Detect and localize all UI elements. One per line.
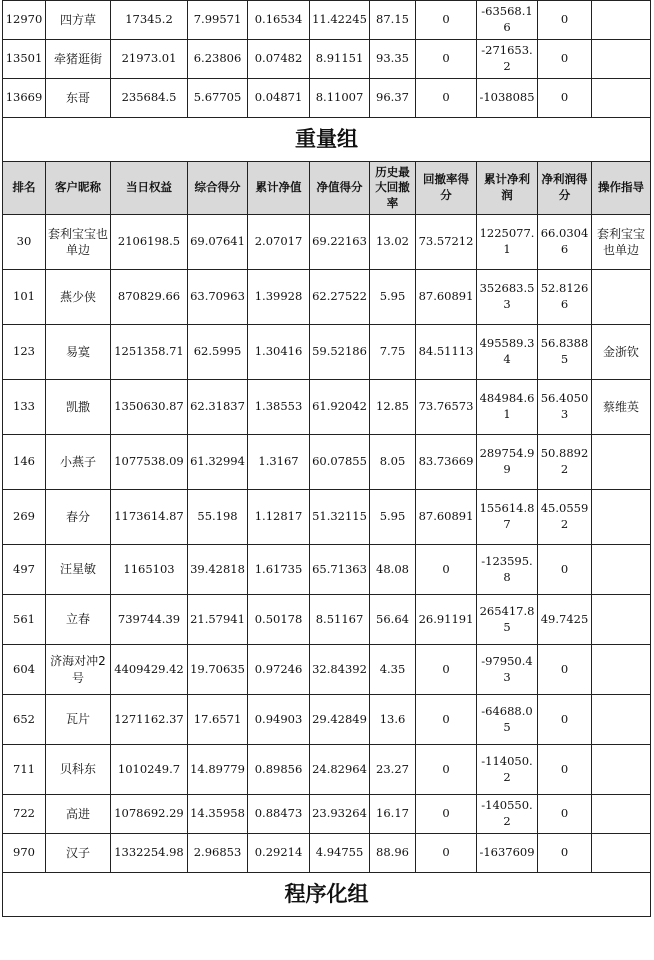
cell-max-drawdown: 48.08 bbox=[370, 545, 416, 595]
cell-cumulative-nav: 累计净值 bbox=[248, 162, 310, 215]
cell-profit-score: 56.40503 bbox=[538, 380, 592, 435]
cell-cumulative-profit: 352683.53 bbox=[477, 270, 538, 325]
cell-max-drawdown: 5.95 bbox=[370, 270, 416, 325]
cell-guidance bbox=[592, 745, 651, 795]
cell-max-drawdown: 87.15 bbox=[370, 1, 416, 40]
cell-profit-score: 0 bbox=[538, 645, 592, 695]
cell-nav-score: 51.32115 bbox=[310, 490, 370, 545]
table-row bbox=[3, 834, 651, 873]
cell-profit-score: 49.7425 bbox=[538, 595, 592, 645]
cell-guidance bbox=[592, 490, 651, 545]
cell-equity: 739744.39 bbox=[111, 595, 188, 645]
cell-nav-score: 61.92042 bbox=[310, 380, 370, 435]
cell-composite-score: 5.67705 bbox=[188, 79, 248, 118]
cell-equity: 1078692.29 bbox=[111, 795, 188, 834]
cell-composite-score: 6.23806 bbox=[188, 40, 248, 79]
cell-drawdown-score: 73.76573 bbox=[416, 380, 477, 435]
cell-cumulative-profit: 495589.34 bbox=[477, 325, 538, 380]
cell-profit-score: 66.03046 bbox=[538, 215, 592, 270]
cell-cumulative-nav: 1.3167 bbox=[248, 435, 310, 490]
cell-equity: 1173614.87 bbox=[111, 490, 188, 545]
cell-guidance: 蔡维英 bbox=[592, 380, 651, 435]
cell-guidance bbox=[592, 545, 651, 595]
cell-guidance bbox=[592, 79, 651, 118]
cell-equity: 当日权益 bbox=[111, 162, 188, 215]
cell-cumulative-profit: -271653.2 bbox=[477, 40, 538, 79]
cell-cumulative-profit: -97950.43 bbox=[477, 645, 538, 695]
cell-max-drawdown: 8.05 bbox=[370, 435, 416, 490]
cell-nickname: 凯撒 bbox=[46, 380, 111, 435]
cell-cumulative-profit: -63568.16 bbox=[477, 1, 538, 40]
cell-cumulative-nav: 0.88473 bbox=[248, 795, 310, 834]
cell-max-drawdown: 93.35 bbox=[370, 40, 416, 79]
cell-cumulative-profit: 累计净利润 bbox=[477, 162, 538, 215]
table-row bbox=[3, 490, 651, 545]
cell-cumulative-profit: 1225077.1 bbox=[477, 215, 538, 270]
table-row bbox=[3, 40, 651, 79]
cell-cumulative-nav: 0.16534 bbox=[248, 1, 310, 40]
cell-cumulative-profit: 155614.87 bbox=[477, 490, 538, 545]
table-row bbox=[3, 325, 651, 380]
cell-profit-score: 0 bbox=[538, 79, 592, 118]
cell-composite-score: 61.32994 bbox=[188, 435, 248, 490]
cell-cumulative-profit: 265417.85 bbox=[477, 595, 538, 645]
cell-equity: 1251358.71 bbox=[111, 325, 188, 380]
cell-profit-score: 45.05592 bbox=[538, 490, 592, 545]
cell-guidance: 套利宝宝也单边 bbox=[592, 215, 651, 270]
cell-nav-score: 11.42245 bbox=[310, 1, 370, 40]
cell-cumulative-profit: -1637609 bbox=[477, 834, 538, 873]
cell-nav-score: 59.52186 bbox=[310, 325, 370, 380]
cell-rank: 133 bbox=[3, 380, 46, 435]
cell-cumulative-nav: 0.50178 bbox=[248, 595, 310, 645]
cell-composite-score: 62.31837 bbox=[188, 380, 248, 435]
cell-equity: 870829.66 bbox=[111, 270, 188, 325]
cell-profit-score: 50.88922 bbox=[538, 435, 592, 490]
cell-equity: 4409429.42 bbox=[111, 645, 188, 695]
cell-max-drawdown: 7.75 bbox=[370, 325, 416, 380]
cell-equity: 1350630.87 bbox=[111, 380, 188, 435]
column-header-row bbox=[3, 162, 651, 215]
cell-guidance: 金浙钦 bbox=[592, 325, 651, 380]
cell-drawdown-score: 0 bbox=[416, 695, 477, 745]
cell-cumulative-profit: -123595.8 bbox=[477, 545, 538, 595]
cell-guidance bbox=[592, 595, 651, 645]
table-row bbox=[3, 270, 651, 325]
table-row bbox=[3, 435, 651, 490]
cell-rank: 101 bbox=[3, 270, 46, 325]
section-header-heavy bbox=[3, 118, 651, 162]
cell-rank: 970 bbox=[3, 834, 46, 873]
cell-drawdown-score: 87.60891 bbox=[416, 490, 477, 545]
cell-composite-score: 69.07641 bbox=[188, 215, 248, 270]
cell-rank: 13501 bbox=[3, 40, 46, 79]
cell-cumulative-profit: -140550.2 bbox=[477, 795, 538, 834]
cell-nickname: 易寞 bbox=[46, 325, 111, 380]
cell-composite-score: 63.70963 bbox=[188, 270, 248, 325]
cell-drawdown-score: 0 bbox=[416, 834, 477, 873]
cell-profit-score: 0 bbox=[538, 695, 592, 745]
cell-profit-score: 52.81266 bbox=[538, 270, 592, 325]
cell-equity: 2106198.5 bbox=[111, 215, 188, 270]
cell-equity: 235684.5 bbox=[111, 79, 188, 118]
cell-rank: 561 bbox=[3, 595, 46, 645]
cell-nav-score: 净值得分 bbox=[310, 162, 370, 215]
cell-cumulative-profit: -64688.05 bbox=[477, 695, 538, 745]
cell-drawdown-score: 26.91191 bbox=[416, 595, 477, 645]
cell-composite-score: 7.99571 bbox=[188, 1, 248, 40]
cell-nav-score: 69.22163 bbox=[310, 215, 370, 270]
cell-guidance bbox=[592, 435, 651, 490]
cell-nickname: 瓦片 bbox=[46, 695, 111, 745]
cell-profit-score: 0 bbox=[538, 545, 592, 595]
cell-cumulative-nav: 1.12817 bbox=[248, 490, 310, 545]
cell-cumulative-nav: 2.07017 bbox=[248, 215, 310, 270]
cell-nickname: 高进 bbox=[46, 795, 111, 834]
cell-profit-score: 0 bbox=[538, 40, 592, 79]
cell-rank: 497 bbox=[3, 545, 46, 595]
cell-rank: 722 bbox=[3, 795, 46, 834]
cell-equity: 1165103 bbox=[111, 545, 188, 595]
cell-max-drawdown: 16.17 bbox=[370, 795, 416, 834]
cell-cumulative-nav: 1.30416 bbox=[248, 325, 310, 380]
cell-max-drawdown: 23.27 bbox=[370, 745, 416, 795]
cell-nav-score: 8.11007 bbox=[310, 79, 370, 118]
cell-rank: 711 bbox=[3, 745, 46, 795]
cell-nickname: 燕少侠 bbox=[46, 270, 111, 325]
cell-nickname: 东哥 bbox=[46, 79, 111, 118]
cell-guidance bbox=[592, 834, 651, 873]
cell-profit-score: 0 bbox=[538, 834, 592, 873]
cell-nav-score: 4.94755 bbox=[310, 834, 370, 873]
cell-cumulative-nav: 1.61735 bbox=[248, 545, 310, 595]
cell-nav-score: 32.84392 bbox=[310, 645, 370, 695]
cell-drawdown-score: 0 bbox=[416, 745, 477, 795]
cell-drawdown-score: 0 bbox=[416, 79, 477, 118]
cell-drawdown-score: 0 bbox=[416, 40, 477, 79]
cell-equity: 1077538.09 bbox=[111, 435, 188, 490]
cell-profit-score: 56.83885 bbox=[538, 325, 592, 380]
cell-max-drawdown: 历史最大回撤率 bbox=[370, 162, 416, 215]
cell-drawdown-score: 84.51113 bbox=[416, 325, 477, 380]
cell-cumulative-nav: 0.97246 bbox=[248, 645, 310, 695]
cell-max-drawdown: 96.37 bbox=[370, 79, 416, 118]
cell-guidance bbox=[592, 270, 651, 325]
section-title: 程序化组 bbox=[3, 873, 651, 917]
table-row bbox=[3, 695, 651, 745]
cell-cumulative-profit: -1038085 bbox=[477, 79, 538, 118]
cell-composite-score: 17.6571 bbox=[188, 695, 248, 745]
cell-rank: 排名 bbox=[3, 162, 46, 215]
cell-max-drawdown: 13.6 bbox=[370, 695, 416, 745]
cell-drawdown-score: 0 bbox=[416, 645, 477, 695]
table-row bbox=[3, 380, 651, 435]
cell-nickname: 客户昵称 bbox=[46, 162, 111, 215]
cell-guidance bbox=[592, 695, 651, 745]
cell-nav-score: 60.07855 bbox=[310, 435, 370, 490]
cell-nav-score: 8.51167 bbox=[310, 595, 370, 645]
cell-nickname: 汉子 bbox=[46, 834, 111, 873]
cell-nav-score: 29.42849 bbox=[310, 695, 370, 745]
cell-cumulative-nav: 0.89856 bbox=[248, 745, 310, 795]
cell-nickname: 汪星敏 bbox=[46, 545, 111, 595]
section-header-program bbox=[3, 873, 651, 917]
cell-guidance bbox=[592, 1, 651, 40]
cell-profit-score: 0 bbox=[538, 795, 592, 834]
cell-drawdown-score: 87.60891 bbox=[416, 270, 477, 325]
cell-cumulative-nav: 0.07482 bbox=[248, 40, 310, 79]
cell-cumulative-nav: 0.94903 bbox=[248, 695, 310, 745]
cell-rank: 13669 bbox=[3, 79, 46, 118]
cell-cumulative-profit: 289754.99 bbox=[477, 435, 538, 490]
cell-composite-score: 39.42818 bbox=[188, 545, 248, 595]
table-row bbox=[3, 645, 651, 695]
cell-profit-score: 净利润得分 bbox=[538, 162, 592, 215]
cell-equity: 1271162.37 bbox=[111, 695, 188, 745]
cell-cumulative-nav: 0.29214 bbox=[248, 834, 310, 873]
cell-max-drawdown: 5.95 bbox=[370, 490, 416, 545]
table-row bbox=[3, 545, 651, 595]
cell-guidance: 操作指导 bbox=[592, 162, 651, 215]
cell-max-drawdown: 13.02 bbox=[370, 215, 416, 270]
cell-nav-score: 8.91151 bbox=[310, 40, 370, 79]
table-row bbox=[3, 745, 651, 795]
cell-max-drawdown: 88.96 bbox=[370, 834, 416, 873]
cell-profit-score: 0 bbox=[538, 745, 592, 795]
cell-drawdown-score: 回撤率得分 bbox=[416, 162, 477, 215]
cell-guidance bbox=[592, 645, 651, 695]
cell-equity: 1010249.7 bbox=[111, 745, 188, 795]
cell-equity: 21973.01 bbox=[111, 40, 188, 79]
cell-composite-score: 62.5995 bbox=[188, 325, 248, 380]
cell-drawdown-score: 73.57212 bbox=[416, 215, 477, 270]
cell-nickname: 牵猪逛街 bbox=[46, 40, 111, 79]
cell-nav-score: 23.93264 bbox=[310, 795, 370, 834]
cell-composite-score: 55.198 bbox=[188, 490, 248, 545]
cell-nickname: 小燕子 bbox=[46, 435, 111, 490]
table-row bbox=[3, 595, 651, 645]
cell-nickname: 春分 bbox=[46, 490, 111, 545]
cell-rank: 146 bbox=[3, 435, 46, 490]
cell-composite-score: 2.96853 bbox=[188, 834, 248, 873]
cell-rank: 12970 bbox=[3, 1, 46, 40]
cell-composite-score: 14.89779 bbox=[188, 745, 248, 795]
cell-guidance bbox=[592, 795, 651, 834]
cell-cumulative-nav: 1.38553 bbox=[248, 380, 310, 435]
cell-equity: 17345.2 bbox=[111, 1, 188, 40]
table-row bbox=[3, 79, 651, 118]
cell-nickname: 套利宝宝也单边 bbox=[46, 215, 111, 270]
cell-drawdown-score: 83.73669 bbox=[416, 435, 477, 490]
cell-max-drawdown: 56.64 bbox=[370, 595, 416, 645]
ranking-table bbox=[2, 0, 651, 917]
cell-rank: 123 bbox=[3, 325, 46, 380]
cell-nickname: 四方草 bbox=[46, 1, 111, 40]
table-row bbox=[3, 215, 651, 270]
cell-cumulative-profit: 484984.61 bbox=[477, 380, 538, 435]
cell-rank: 30 bbox=[3, 215, 46, 270]
cell-rank: 652 bbox=[3, 695, 46, 745]
cell-max-drawdown: 4.35 bbox=[370, 645, 416, 695]
table-row bbox=[3, 1, 651, 40]
cell-nickname: 立春 bbox=[46, 595, 111, 645]
cell-cumulative-profit: -114050.2 bbox=[477, 745, 538, 795]
cell-profit-score: 0 bbox=[538, 1, 592, 40]
section-title: 重量组 bbox=[3, 118, 651, 162]
cell-composite-score: 14.35958 bbox=[188, 795, 248, 834]
cell-nav-score: 62.27522 bbox=[310, 270, 370, 325]
table-row bbox=[3, 795, 651, 834]
cell-rank: 269 bbox=[3, 490, 46, 545]
cell-composite-score: 综合得分 bbox=[188, 162, 248, 215]
cell-nav-score: 24.82964 bbox=[310, 745, 370, 795]
cell-drawdown-score: 0 bbox=[416, 545, 477, 595]
cell-nickname: 济海对冲2号 bbox=[46, 645, 111, 695]
cell-cumulative-nav: 0.04871 bbox=[248, 79, 310, 118]
cell-nickname: 贝科东 bbox=[46, 745, 111, 795]
cell-nav-score: 65.71363 bbox=[310, 545, 370, 595]
cell-drawdown-score: 0 bbox=[416, 795, 477, 834]
cell-cumulative-nav: 1.39928 bbox=[248, 270, 310, 325]
cell-max-drawdown: 12.85 bbox=[370, 380, 416, 435]
cell-composite-score: 19.70635 bbox=[188, 645, 248, 695]
cell-rank: 604 bbox=[3, 645, 46, 695]
cell-drawdown-score: 0 bbox=[416, 1, 477, 40]
cell-composite-score: 21.57941 bbox=[188, 595, 248, 645]
cell-guidance bbox=[592, 40, 651, 79]
cell-equity: 1332254.98 bbox=[111, 834, 188, 873]
